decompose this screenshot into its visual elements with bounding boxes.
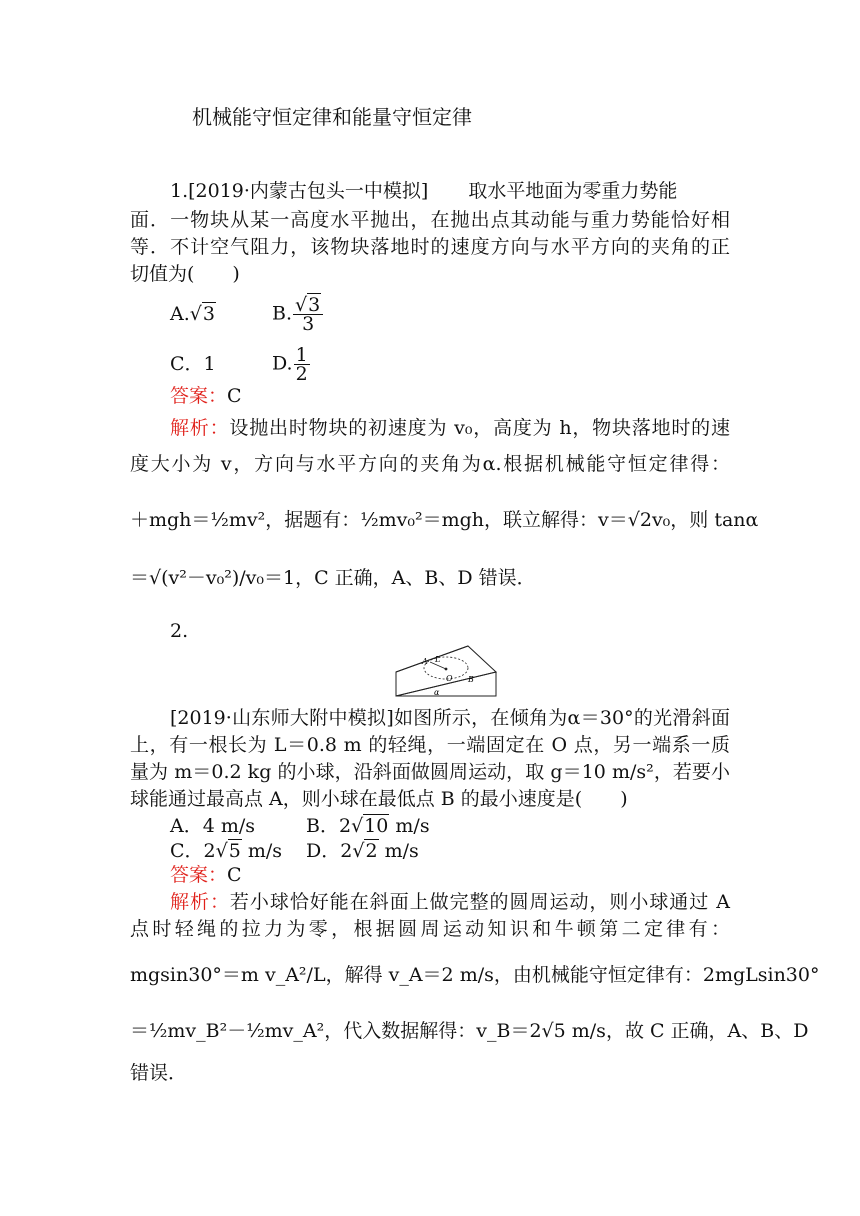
q1-analysis-line-1: 解析：设抛出时物块的初速度为 v₀，高度为 h，物块落地时的速 (170, 417, 730, 439)
q1-option-b: B. (272, 302, 293, 325)
q1-source: 1.[2019·内蒙古包头一中模拟] (170, 180, 429, 202)
q1-analysis-line-4: ＝√(v²－v₀²)/v₀＝1，C 正确，A、B、D 错误． (130, 567, 536, 589)
q2-line-2: 上，有一根长为 L＝0.8 m 的轻绳，一端固定在 O 点，另一端系一质 (130, 734, 730, 756)
angle-alpha-label: α (434, 688, 440, 697)
q1-line-4: 切值为( ) (130, 263, 240, 285)
q1-option-c: C．1 (170, 352, 216, 375)
q2-number: 2. (170, 620, 189, 642)
length-l-label: L (435, 655, 441, 664)
q2-options-ab (170, 813, 730, 839)
q2-line-1: [2019·山东师大附中模拟]如图所示，在倾角为α＝30°的光滑斜面 (170, 707, 730, 729)
q1-options-ab: A.√3 B. $\frac{√3}{3}$ (170, 296, 730, 333)
q1-option-a-radicand: 3 (202, 302, 215, 325)
q1-analysis-label: 解析： (170, 417, 230, 439)
page-title: 机械能守恒定律和能量守恒定律 (192, 105, 472, 129)
q1-text-1: 取水平地面为零重力势能 (468, 180, 678, 202)
q2-answer (170, 862, 730, 888)
q2-analysis-line-2: 点时轻绳的拉力为零，根据圆周运动知识和牛顿第二定律有： (130, 918, 730, 940)
q1-line-2: 面．一物块从某一高度水平抛出，在抛出点其动能与重力势能恰好相 (130, 209, 730, 231)
q2-options-cd (170, 838, 730, 864)
q2-analysis-line-5: 错误． (130, 1062, 188, 1084)
q1-option-a: A. (170, 302, 190, 325)
q2-answer-label: 答案： (170, 864, 228, 886)
point-b-label: B (468, 675, 474, 684)
point-o-label: O (446, 674, 453, 683)
q1-options-cd (170, 346, 730, 383)
q2-answer-value: C (227, 864, 242, 886)
q2-analysis-label: 解析： (170, 891, 230, 913)
incline-diagram (392, 642, 504, 698)
point-a-label: A (422, 657, 428, 666)
q2-analysis-line-1: 解析：若小球恰好能在斜面上做完整的圆周运动，则小球通过 A (170, 891, 730, 913)
q1-option-d-fraction: $\frac{1}{2}$ (295, 344, 308, 385)
q1-analysis-line-2: 度大小为 v，方向与水平方向的夹角为α.根据机械能守恒定律得： (130, 453, 730, 475)
q1-option-b-fraction: $\frac{√3}{3}$ (293, 296, 323, 333)
q2-option-a: A．4 m/s (170, 815, 256, 837)
q2-option-b: B．2√10 m/s (306, 815, 430, 837)
q1-answer-value: C (227, 385, 242, 407)
q2-line-4: 球能通过最高点 A，则小球在最低点 B 的最小速度是( ) (130, 788, 628, 810)
q1-analysis-line-3: ＋mgh＝½mv²，据题有：½mv₀²＝mgh，联立解得：v＝√2v₀，则 tanα (130, 509, 759, 531)
q1-line-3: 等．不计空气阻力，该物块落地时的速度方向与水平方向的夹角的正 (130, 236, 730, 258)
q2-option-c: C．2√5 m/s (170, 840, 283, 862)
q1-option-d: D. (272, 352, 293, 375)
q1-answer (170, 383, 730, 409)
q2-analysis-line-3: mgsin30°＝m v_A²/L，解得 v_A＝2 m/s，由机械能守恒定律有：2mgLsin30° (130, 964, 820, 986)
q1-line-1 (170, 178, 730, 204)
q2-option-d: D．2√2 m/s (306, 840, 419, 862)
q2-analysis-line-4: ＝½mv_B²－½mv_A²，代入数据解得：v_B＝2√5 m/s，故 C 正确，A、B、D (130, 1020, 809, 1042)
q1-answer-label: 答案： (170, 385, 228, 407)
q2-line-3: 量为 m＝0.2 kg 的小球，沿斜面做圆周运动，取 g＝10 m/s²，若要小 (130, 761, 730, 783)
